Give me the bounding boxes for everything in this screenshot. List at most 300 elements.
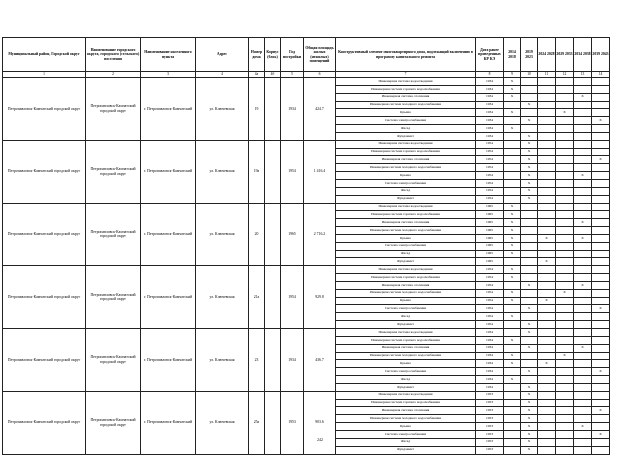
period-mark-cell: X (592, 407, 610, 415)
period-mark-cell (574, 313, 592, 321)
period-mark-cell (592, 250, 610, 258)
period-mark-cell (538, 164, 556, 172)
prev-repair-cell: 1934 (476, 329, 504, 337)
period-mark-cell: X (521, 305, 538, 313)
element-cell: Крыша (336, 360, 476, 368)
period-mark-cell: X (504, 352, 521, 360)
period-mark-cell (556, 446, 574, 454)
prev-repair-cell: 1954 (476, 187, 504, 195)
period-mark-cell: X (504, 289, 521, 297)
period-mark-cell (556, 415, 574, 423)
period-mark-cell: X (504, 250, 521, 258)
period-mark-cell (521, 336, 538, 344)
period-mark-cell (592, 352, 610, 360)
element-cell: Фасад (336, 125, 476, 133)
period-mark-cell (556, 156, 574, 164)
prev-repair-cell: 1934 (476, 78, 504, 86)
locality-cell: г. Петропавловск-Камчатский (141, 391, 196, 454)
period-mark-cell (538, 266, 556, 274)
house-number-cell: 25а (249, 391, 265, 454)
prev-repair-cell: 1954 (476, 305, 504, 313)
period-mark-cell (574, 148, 592, 156)
period-mark-cell: X (592, 430, 610, 438)
period-mark-cell (556, 234, 574, 242)
period-mark-cell (521, 93, 538, 101)
prev-repair-cell: 1954 (476, 195, 504, 203)
period-mark-cell (504, 399, 521, 407)
column-number: 4 (196, 72, 249, 78)
district-cell: Петропавловск-Камчатский городской округ (3, 329, 86, 392)
prev-repair-cell: 1965 (476, 227, 504, 235)
period-mark-cell (574, 321, 592, 329)
period-mark-cell (538, 368, 556, 376)
column-number: 5 (281, 72, 304, 78)
period-mark-cell (574, 195, 592, 203)
period-mark-cell (556, 203, 574, 211)
period-mark-cell: X (504, 242, 521, 250)
period-mark-cell: X (521, 156, 538, 164)
col-header-period-4: 2029 2033 (556, 38, 574, 72)
period-mark-cell (521, 313, 538, 321)
period-mark-cell (521, 211, 538, 219)
period-mark-cell (504, 305, 521, 313)
locality-cell: г. Петропавловск-Камчатский (141, 329, 196, 392)
period-mark-cell (538, 274, 556, 282)
period-mark-cell: X (504, 85, 521, 93)
period-mark-cell: X (504, 234, 521, 242)
prev-repair-cell: 1934 (476, 344, 504, 352)
period-mark-cell (521, 258, 538, 266)
period-mark-cell (504, 391, 521, 399)
period-mark-cell (538, 187, 556, 195)
period-mark-cell (574, 117, 592, 125)
col-header-period-3: 2024 2028 (538, 38, 556, 72)
column-number: 14 (592, 72, 610, 78)
element-cell: Инженерная система отопления (336, 156, 476, 164)
table-row (3, 140, 610, 148)
column-number: 13 (574, 72, 592, 78)
street-cell: ул. Ключевская (196, 391, 249, 454)
period-mark-cell (592, 336, 610, 344)
period-mark-cell (538, 415, 556, 423)
repair-program-table (2, 37, 610, 455)
period-mark-cell (556, 376, 574, 384)
settlement-cell: Петропавловск-Камчатский городской округ (86, 266, 141, 329)
block-cell (265, 203, 281, 266)
prev-repair-cell: 1954 (476, 156, 504, 164)
period-mark-cell (556, 148, 574, 156)
period-mark-cell (504, 423, 521, 431)
period-mark-cell (556, 407, 574, 415)
period-mark-cell (538, 101, 556, 109)
period-mark-cell: X (504, 360, 521, 368)
period-mark-cell (556, 321, 574, 329)
prev-repair-cell: 1953 (476, 391, 504, 399)
element-cell: Крыша (336, 109, 476, 117)
period-mark-cell (504, 156, 521, 164)
period-mark-cell (592, 242, 610, 250)
period-mark-cell (556, 93, 574, 101)
period-mark-cell: X (521, 195, 538, 203)
period-mark-cell: X (556, 109, 574, 117)
col-header-built: Год постройки (281, 38, 304, 72)
col-header-house: Номер дома (249, 38, 265, 72)
prev-repair-cell: 1934 (476, 132, 504, 140)
column-number: 2 (86, 72, 141, 78)
table-row (3, 329, 610, 337)
prev-repair-cell: 1954 (476, 266, 504, 274)
period-mark-cell (592, 234, 610, 242)
element-cell: Инженерная система горячего водоснабжения (336, 85, 476, 93)
element-cell: Фундамент (336, 446, 476, 454)
period-mark-cell (574, 227, 592, 235)
column-number: 6 (304, 72, 336, 78)
period-mark-cell (538, 376, 556, 384)
period-mark-cell (538, 211, 556, 219)
prev-repair-cell: 1934 (476, 336, 504, 344)
period-mark-cell (504, 407, 521, 415)
period-mark-cell (521, 250, 538, 258)
col-header-prev-repair: Дата ранее проведенных КР КЭ (476, 38, 504, 72)
element-cell: Инженерная система отопления (336, 93, 476, 101)
table-row (3, 203, 610, 211)
element-cell: Фундамент (336, 132, 476, 140)
period-mark-cell: X (521, 399, 538, 407)
element-cell: Фасад (336, 313, 476, 321)
period-mark-cell (592, 203, 610, 211)
column-number: 9 (504, 72, 521, 78)
prev-repair-cell: 1954 (476, 172, 504, 180)
period-mark-cell: X (504, 336, 521, 344)
column-number: 7 (336, 72, 476, 78)
period-mark-cell (504, 132, 521, 140)
element-cell: Инженерная система холодного водоснабжения (336, 352, 476, 360)
prev-repair-cell: 1954 (476, 281, 504, 289)
period-mark-cell: X (592, 156, 610, 164)
period-mark-cell (592, 360, 610, 368)
area-cell: 436.7 (304, 329, 336, 392)
element-cell: Инженерная система холодного водоснабжения (336, 415, 476, 423)
element-cell: Фундамент (336, 383, 476, 391)
prev-repair-cell: 1953 (476, 438, 504, 446)
period-mark-cell (574, 164, 592, 172)
period-mark-cell: X (538, 234, 556, 242)
period-mark-cell (592, 329, 610, 337)
period-mark-cell (556, 242, 574, 250)
period-mark-cell: X (504, 203, 521, 211)
period-mark-cell (592, 376, 610, 384)
column-number: 3 (141, 72, 196, 78)
period-mark-cell (538, 250, 556, 258)
table-row (3, 266, 610, 274)
period-mark-cell (574, 203, 592, 211)
period-mark-cell (592, 172, 610, 180)
period-mark-cell: X (574, 219, 592, 227)
prev-repair-cell: 1965 (476, 250, 504, 258)
element-cell: Крыша (336, 172, 476, 180)
period-mark-cell (574, 242, 592, 250)
period-mark-cell (521, 289, 538, 297)
locality-cell: г. Петропавловск-Камчатский (141, 203, 196, 266)
period-mark-cell (592, 274, 610, 282)
period-mark-cell (538, 179, 556, 187)
period-mark-cell: X (521, 344, 538, 352)
period-mark-cell (521, 352, 538, 360)
period-mark-cell (574, 109, 592, 117)
period-mark-cell: X (521, 140, 538, 148)
period-mark-cell (556, 258, 574, 266)
house-number-cell: 19а (249, 140, 265, 203)
period-mark-cell (574, 352, 592, 360)
block-cell (265, 391, 281, 454)
period-mark-cell (592, 391, 610, 399)
period-mark-cell (556, 85, 574, 93)
prev-repair-cell: 1934 (476, 109, 504, 117)
element-cell: Крыша (336, 297, 476, 305)
period-mark-cell (574, 211, 592, 219)
period-mark-cell: X (592, 368, 610, 376)
period-mark-cell (556, 399, 574, 407)
period-mark-cell (556, 132, 574, 140)
prev-repair-cell: 1953 (476, 407, 504, 415)
period-mark-cell: X (521, 430, 538, 438)
period-mark-cell (556, 266, 574, 274)
area-cell: 424.7 (304, 78, 336, 141)
prev-repair-cell: 1934 (476, 352, 504, 360)
period-mark-cell: X (521, 423, 538, 431)
period-mark-cell (592, 219, 610, 227)
built-year-cell: 1934 (281, 329, 304, 392)
prev-repair-cell: 1934 (476, 383, 504, 391)
period-mark-cell: X (521, 148, 538, 156)
period-mark-cell (592, 195, 610, 203)
prev-repair-cell: 1954 (476, 274, 504, 282)
element-cell: Инженерная система горячего водоснабжения (336, 148, 476, 156)
prev-repair-cell: 1954 (476, 289, 504, 297)
period-mark-cell (556, 281, 574, 289)
period-mark-cell (574, 391, 592, 399)
period-mark-cell (504, 148, 521, 156)
locality-cell: г. Петропавловск-Камчатский (141, 140, 196, 203)
element-cell: Фундамент (336, 321, 476, 329)
table-body (3, 78, 610, 455)
table-row (3, 78, 610, 86)
period-mark-cell: X (521, 446, 538, 454)
period-mark-cell (556, 360, 574, 368)
house-number-cell: 19 (249, 78, 265, 141)
column-number: 4б (265, 72, 281, 78)
settlement-cell: Петропавловск-Камчатский городской округ (86, 391, 141, 454)
period-mark-cell (521, 360, 538, 368)
period-mark-cell (592, 446, 610, 454)
period-mark-cell (556, 101, 574, 109)
period-mark-cell (592, 383, 610, 391)
block-cell (265, 140, 281, 203)
period-mark-cell (574, 187, 592, 195)
period-mark-cell (538, 305, 556, 313)
period-mark-cell: X (521, 438, 538, 446)
period-mark-cell: X (504, 266, 521, 274)
period-mark-cell (574, 101, 592, 109)
period-mark-cell (556, 187, 574, 195)
prev-repair-cell: 1954 (476, 164, 504, 172)
element-cell: Система электроснабжения (336, 368, 476, 376)
col-header-district: Муниципальный район, Городской округ (3, 38, 86, 72)
period-mark-cell (538, 352, 556, 360)
period-mark-cell: X (521, 179, 538, 187)
element-cell: Фасад (336, 187, 476, 195)
element-cell: Система электроснабжения (336, 117, 476, 125)
col-header-address: Адрес (196, 38, 249, 72)
element-cell: Инженерная система холодного водоснабжения (336, 164, 476, 172)
built-year-cell: 1934 (281, 78, 304, 141)
house-number-cell: 23 (249, 329, 265, 392)
prev-repair-cell: 1965 (476, 211, 504, 219)
street-cell: ул. Ключевская (196, 140, 249, 203)
period-mark-cell (574, 132, 592, 140)
period-mark-cell (592, 281, 610, 289)
period-mark-cell (521, 85, 538, 93)
col-header-area: Общая площадь жилых (нежилых) помещений (304, 38, 336, 72)
element-cell: Инженерная система водоотведения (336, 203, 476, 211)
area-cell: 1 416.4 (304, 140, 336, 203)
period-mark-cell (592, 415, 610, 423)
period-mark-cell (538, 336, 556, 344)
element-cell: Крыша (336, 423, 476, 431)
table-row (3, 391, 610, 399)
period-mark-cell (521, 78, 538, 86)
period-mark-cell (504, 329, 521, 337)
period-mark-cell (521, 297, 538, 305)
period-mark-cell (574, 376, 592, 384)
period-mark-cell (538, 156, 556, 164)
period-mark-cell (556, 219, 574, 227)
period-mark-cell (556, 383, 574, 391)
period-mark-cell (538, 109, 556, 117)
period-mark-cell: X (556, 352, 574, 360)
period-mark-cell (556, 274, 574, 282)
period-mark-cell: X (504, 376, 521, 384)
period-mark-cell: X (592, 117, 610, 125)
period-mark-cell (592, 101, 610, 109)
period-mark-cell: X (574, 172, 592, 180)
period-mark-cell (504, 172, 521, 180)
built-year-cell: 1954 (281, 140, 304, 203)
prev-repair-cell: 1934 (476, 125, 504, 133)
column-number: 8 (476, 72, 504, 78)
period-mark-cell (574, 125, 592, 133)
period-mark-cell: X (521, 368, 538, 376)
element-cell: Инженерная система горячего водоснабжения (336, 211, 476, 219)
element-cell: Фундамент (336, 195, 476, 203)
prev-repair-cell: 1953 (476, 446, 504, 454)
period-mark-cell: X (521, 329, 538, 337)
element-cell: Инженерная система водоотведения (336, 266, 476, 274)
period-mark-cell (574, 368, 592, 376)
column-number: 1 (3, 72, 86, 78)
col-header-period-2: 2019 2023 (521, 38, 538, 72)
prev-repair-cell: 1934 (476, 376, 504, 384)
prev-repair-cell: 1965 (476, 242, 504, 250)
period-mark-cell (556, 140, 574, 148)
period-mark-cell (592, 125, 610, 133)
period-mark-cell: X (521, 132, 538, 140)
period-mark-cell (592, 85, 610, 93)
period-mark-cell (556, 336, 574, 344)
period-mark-cell (504, 446, 521, 454)
period-mark-cell (574, 179, 592, 187)
period-mark-cell (592, 344, 610, 352)
prev-repair-cell: 1954 (476, 313, 504, 321)
area-cell: 2 716.2 (304, 203, 336, 266)
period-mark-cell (574, 274, 592, 282)
prev-repair-cell: 1954 (476, 321, 504, 329)
period-mark-cell (538, 195, 556, 203)
prev-repair-cell: 1953 (476, 415, 504, 423)
element-cell: Инженерная система водоотведения (336, 329, 476, 337)
prev-repair-cell: 1954 (476, 297, 504, 305)
built-year-cell: 1954 (281, 266, 304, 329)
period-mark-cell (538, 407, 556, 415)
prev-repair-cell: 1934 (476, 93, 504, 101)
prev-repair-cell: 1965 (476, 258, 504, 266)
period-mark-cell: X (538, 360, 556, 368)
period-mark-cell (592, 148, 610, 156)
element-cell: Инженерная система отопления (336, 407, 476, 415)
period-mark-cell (592, 164, 610, 172)
locality-cell: г. Петропавловск-Камчатский (141, 266, 196, 329)
district-cell: Петропавловск-Камчатский городской округ (3, 140, 86, 203)
element-cell: Инженерная система холодного водоснабжения (336, 101, 476, 109)
period-mark-cell (504, 164, 521, 172)
prev-repair-cell: 1934 (476, 117, 504, 125)
period-mark-cell (538, 172, 556, 180)
period-mark-cell: X (504, 313, 521, 321)
period-mark-cell: X (504, 211, 521, 219)
period-mark-cell: X (521, 187, 538, 195)
period-mark-cell (592, 109, 610, 117)
period-mark-cell (592, 227, 610, 235)
period-mark-cell: X (521, 391, 538, 399)
element-cell: Инженерная система горячего водоснабжения (336, 274, 476, 282)
prev-repair-cell: 1934 (476, 360, 504, 368)
prev-repair-cell: 1934 (476, 85, 504, 93)
period-mark-cell (538, 289, 556, 297)
period-mark-cell (592, 423, 610, 431)
period-mark-cell: X (504, 274, 521, 282)
period-mark-cell (556, 250, 574, 258)
col-header-period-1: 2014 2018 (504, 38, 521, 72)
period-mark-cell (556, 117, 574, 125)
period-mark-cell (574, 156, 592, 164)
period-mark-cell (574, 289, 592, 297)
period-mark-cell: X (504, 93, 521, 101)
prev-repair-cell: 1953 (476, 399, 504, 407)
period-mark-cell (574, 415, 592, 423)
period-mark-cell (521, 125, 538, 133)
period-mark-cell: X (521, 321, 538, 329)
period-mark-cell (521, 242, 538, 250)
period-mark-cell (504, 258, 521, 266)
block-cell (265, 266, 281, 329)
col-header-element: Конструктивный элемент многоквартирного дома, подлежащий включению в программу капитального ремонта (336, 38, 476, 72)
col-header-period-5: 2034 2038 (574, 38, 592, 72)
period-mark-cell (556, 227, 574, 235)
period-mark-cell (538, 117, 556, 125)
prev-repair-cell: 1954 (476, 140, 504, 148)
period-mark-cell: X (521, 101, 538, 109)
column-number: 10 (521, 72, 538, 78)
